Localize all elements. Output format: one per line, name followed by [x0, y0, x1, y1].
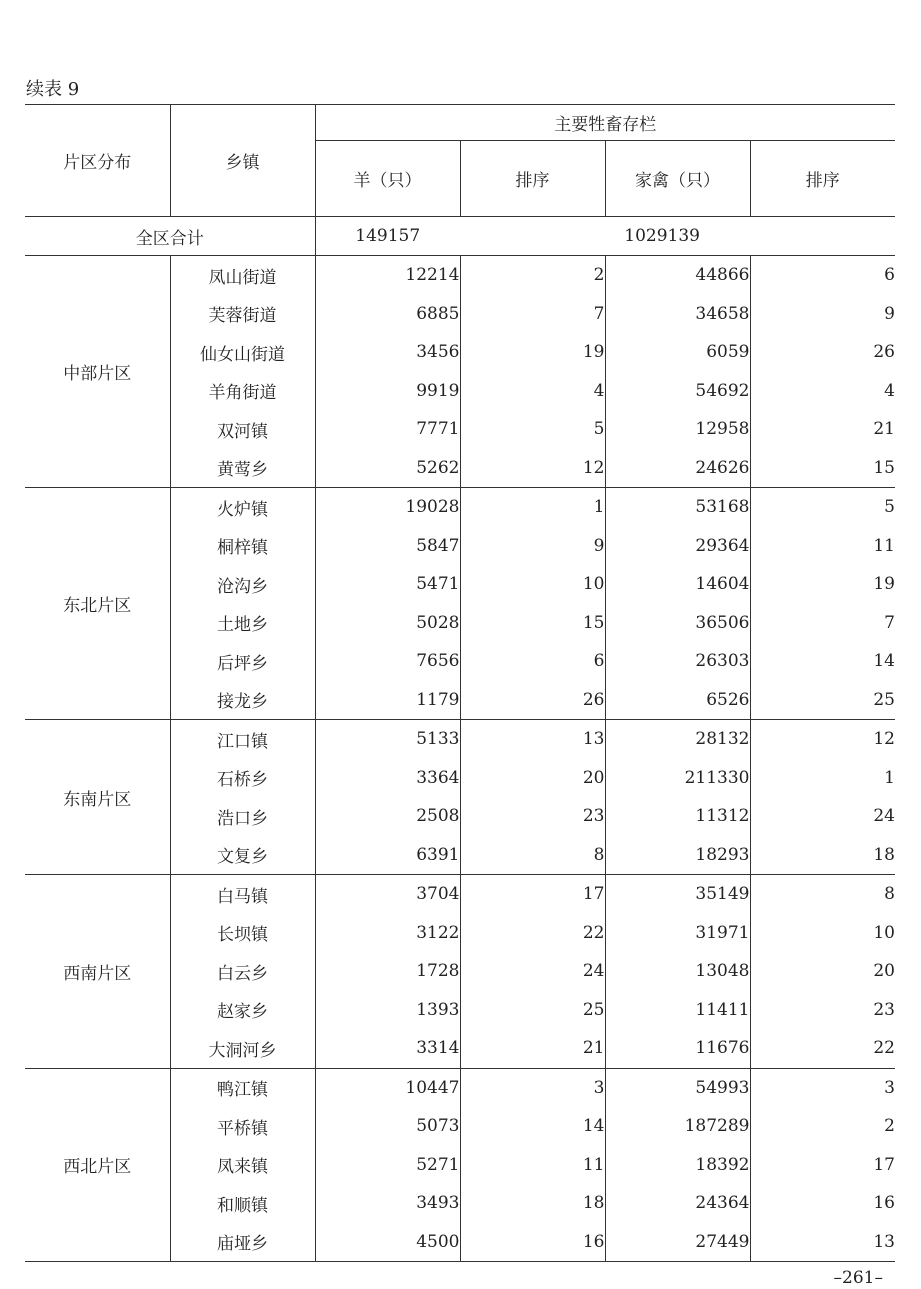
poultry-rank: 3	[884, 1077, 895, 1098]
town-name: 江口镇	[170, 720, 315, 759]
town-name: 赵家乡	[170, 991, 315, 1030]
poultry-rank: 25	[750, 681, 895, 720]
town-name: 凤来镇	[170, 1146, 315, 1185]
sheep-count: 5073	[315, 1107, 460, 1146]
table-row	[25, 256, 895, 295]
header-group: 主要牲畜存栏	[315, 105, 895, 141]
sheep-rank: 12	[460, 449, 605, 488]
poultry-rank: 17	[873, 1154, 895, 1175]
poultry-rank: 5	[884, 497, 895, 518]
poultry-rank: 14	[873, 651, 895, 672]
table-row	[25, 1068, 895, 1107]
town-name: 庙垭乡	[170, 1223, 315, 1262]
sheep-rank: 16	[460, 1223, 605, 1262]
sheep-rank: 20	[460, 759, 605, 798]
sheep-rank: 14	[460, 1107, 605, 1146]
poultry-rank: 15	[750, 449, 895, 488]
sheep-count: 6885	[315, 295, 460, 334]
sheep-count: 1179	[315, 681, 460, 720]
poultry-rank: 9	[884, 303, 895, 324]
table-caption: 续表 9	[26, 79, 80, 100]
table-header	[25, 105, 895, 217]
town-name: 桐梓镇	[170, 527, 315, 566]
page-number: –261–	[833, 1268, 883, 1288]
poultry-rank: 6	[884, 265, 895, 286]
sheep-rank: 8	[460, 836, 605, 875]
sheep-rank: 9	[460, 527, 605, 566]
town-name: 白云乡	[170, 952, 315, 991]
town-name: 仙女山街道	[170, 333, 315, 372]
sheep-rank: 6	[460, 642, 605, 681]
town-name: 土地乡	[170, 604, 315, 643]
poultry-count: 31971	[605, 914, 750, 953]
sheep-count: 12214	[315, 256, 460, 295]
town-name: 双河镇	[170, 410, 315, 449]
poultry-count: 11676	[605, 1029, 750, 1068]
poultry-rank: 13	[750, 1223, 895, 1262]
region-name: 西北片区	[25, 1068, 170, 1262]
sheep-count: 5471	[315, 565, 460, 604]
town-name: 后坪乡	[170, 642, 315, 681]
sheep-rank: 24	[460, 952, 605, 991]
sheep-rank: 13	[460, 720, 605, 759]
region-name: 中部片区	[25, 256, 170, 488]
sheep-rank: 17	[460, 875, 605, 914]
sheep-rank: 10	[460, 565, 605, 604]
poultry-count: 187289	[605, 1107, 750, 1146]
total-empty	[750, 217, 895, 256]
poultry-rank: 18	[750, 836, 895, 875]
poultry-count: 11411	[605, 991, 750, 1030]
sheep-rank: 11	[460, 1146, 605, 1185]
poultry-count: 28132	[605, 720, 750, 759]
sheep-count: 1728	[315, 952, 460, 991]
poultry-count: 54692	[605, 372, 750, 411]
poultry-rank: 2	[884, 1116, 895, 1137]
poultry-count: 24626	[605, 449, 750, 488]
town-name: 浩口乡	[170, 797, 315, 836]
header-region: 片区分布	[25, 105, 170, 217]
town-name: 芙蓉街道	[170, 295, 315, 334]
town-name: 文复乡	[170, 836, 315, 875]
poultry-count: 18293	[605, 836, 750, 875]
poultry-rank: 11	[873, 535, 895, 556]
table-row	[25, 488, 895, 527]
sheep-rank: 18	[460, 1184, 605, 1223]
sheep-count: 5028	[315, 604, 460, 643]
town-name: 和顺镇	[170, 1184, 315, 1223]
poultry-count: 44866	[605, 256, 750, 295]
poultry-count: 53168	[605, 488, 750, 527]
town-name: 沧沟乡	[170, 565, 315, 604]
sheep-rank: 21	[460, 1029, 605, 1068]
region-name: 东南片区	[25, 720, 170, 875]
sheep-rank: 15	[460, 604, 605, 643]
header-rank-poultry: 排序	[750, 141, 895, 217]
poultry-rank: 22	[750, 1029, 895, 1068]
sheep-rank: 19	[460, 333, 605, 372]
poultry-count: 18392	[605, 1146, 750, 1185]
town-name: 石桥乡	[170, 759, 315, 798]
poultry-count: 34658	[605, 295, 750, 334]
sheep-count: 3122	[315, 914, 460, 953]
town-name: 白马镇	[170, 875, 315, 914]
sheep-count: 4500	[315, 1223, 460, 1262]
poultry-count: 27449	[605, 1223, 750, 1262]
poultry-rank: 16	[873, 1193, 895, 1214]
sheep-count: 2508	[315, 797, 460, 836]
sheep-count: 7656	[315, 642, 460, 681]
town-name: 火炉镇	[170, 488, 315, 527]
sheep-count: 6391	[315, 836, 460, 875]
sheep-count: 7771	[315, 410, 460, 449]
town-name: 鸭江镇	[170, 1068, 315, 1107]
sheep-count: 3314	[315, 1029, 460, 1068]
town-name: 凤山街道	[170, 256, 315, 295]
sheep-count: 3704	[315, 875, 460, 914]
poultry-count: 36506	[605, 604, 750, 643]
poultry-count: 6059	[605, 333, 750, 372]
sheep-rank: 25	[460, 991, 605, 1030]
sheep-rank: 26	[460, 681, 605, 720]
sheep-rank: 22	[460, 914, 605, 953]
header-town: 乡镇	[170, 105, 315, 217]
livestock-table	[25, 104, 895, 1262]
poultry-count: 24364	[605, 1184, 750, 1223]
sheep-count: 5271	[315, 1146, 460, 1185]
poultry-count: 12958	[605, 410, 750, 449]
table-row	[25, 720, 895, 759]
total-poultry: 1029139	[460, 217, 750, 256]
town-name: 黄莺乡	[170, 449, 315, 488]
town-name: 接龙乡	[170, 681, 315, 720]
poultry-rank: 4	[884, 380, 895, 401]
sheep-rank: 7	[460, 295, 605, 334]
sheep-count: 19028	[315, 488, 460, 527]
sheep-count: 3493	[315, 1184, 460, 1223]
poultry-rank: 24	[873, 806, 895, 827]
poultry-rank: 1	[884, 767, 895, 788]
sheep-count: 10447	[315, 1068, 460, 1107]
total-row	[25, 217, 895, 256]
total-label: 全区合计	[25, 217, 315, 256]
header-rank-sheep: 排序	[460, 141, 605, 217]
poultry-rank: 23	[873, 999, 895, 1020]
poultry-count: 13048	[605, 952, 750, 991]
header-poultry: 家禽（只）	[605, 141, 750, 217]
poultry-count: 14604	[605, 565, 750, 604]
sheep-count: 3364	[315, 759, 460, 798]
region-name: 东北片区	[25, 488, 170, 720]
table-row	[25, 875, 895, 914]
poultry-rank: 10	[873, 922, 895, 943]
town-name: 平桥镇	[170, 1107, 315, 1146]
poultry-count: 54993	[605, 1068, 750, 1107]
sheep-count: 9919	[315, 372, 460, 411]
region-name: 西南片区	[25, 875, 170, 1069]
sheep-count: 5133	[315, 720, 460, 759]
poultry-rank: 26	[873, 342, 895, 363]
sheep-count: 5847	[315, 527, 460, 566]
poultry-count: 6526	[605, 681, 750, 720]
poultry-rank: 8	[884, 884, 895, 905]
sheep-rank: 4	[460, 372, 605, 411]
poultry-count: 211330	[605, 759, 750, 798]
poultry-count: 26303	[605, 642, 750, 681]
sheep-rank: 2	[460, 256, 605, 295]
poultry-rank: 20	[873, 961, 895, 982]
poultry-rank: 19	[873, 574, 895, 595]
poultry-rank: 12	[873, 729, 895, 750]
poultry-rank: 21	[873, 419, 895, 440]
sheep-rank: 1	[460, 488, 605, 527]
poultry-rank: 7	[884, 612, 895, 633]
sheep-rank: 23	[460, 797, 605, 836]
poultry-count: 11312	[605, 797, 750, 836]
town-name: 羊角街道	[170, 372, 315, 411]
poultry-count: 35149	[605, 875, 750, 914]
table-body	[25, 217, 895, 1262]
town-name: 长坝镇	[170, 914, 315, 953]
total-sheep: 149157	[315, 217, 460, 256]
sheep-count: 5262	[315, 449, 460, 488]
header-sheep: 羊（只）	[315, 141, 460, 217]
sheep-rank: 5	[460, 410, 605, 449]
sheep-count: 3456	[315, 333, 460, 372]
poultry-count: 29364	[605, 527, 750, 566]
sheep-rank: 3	[460, 1068, 605, 1107]
town-name: 大洞河乡	[170, 1029, 315, 1068]
sheep-count: 1393	[315, 991, 460, 1030]
